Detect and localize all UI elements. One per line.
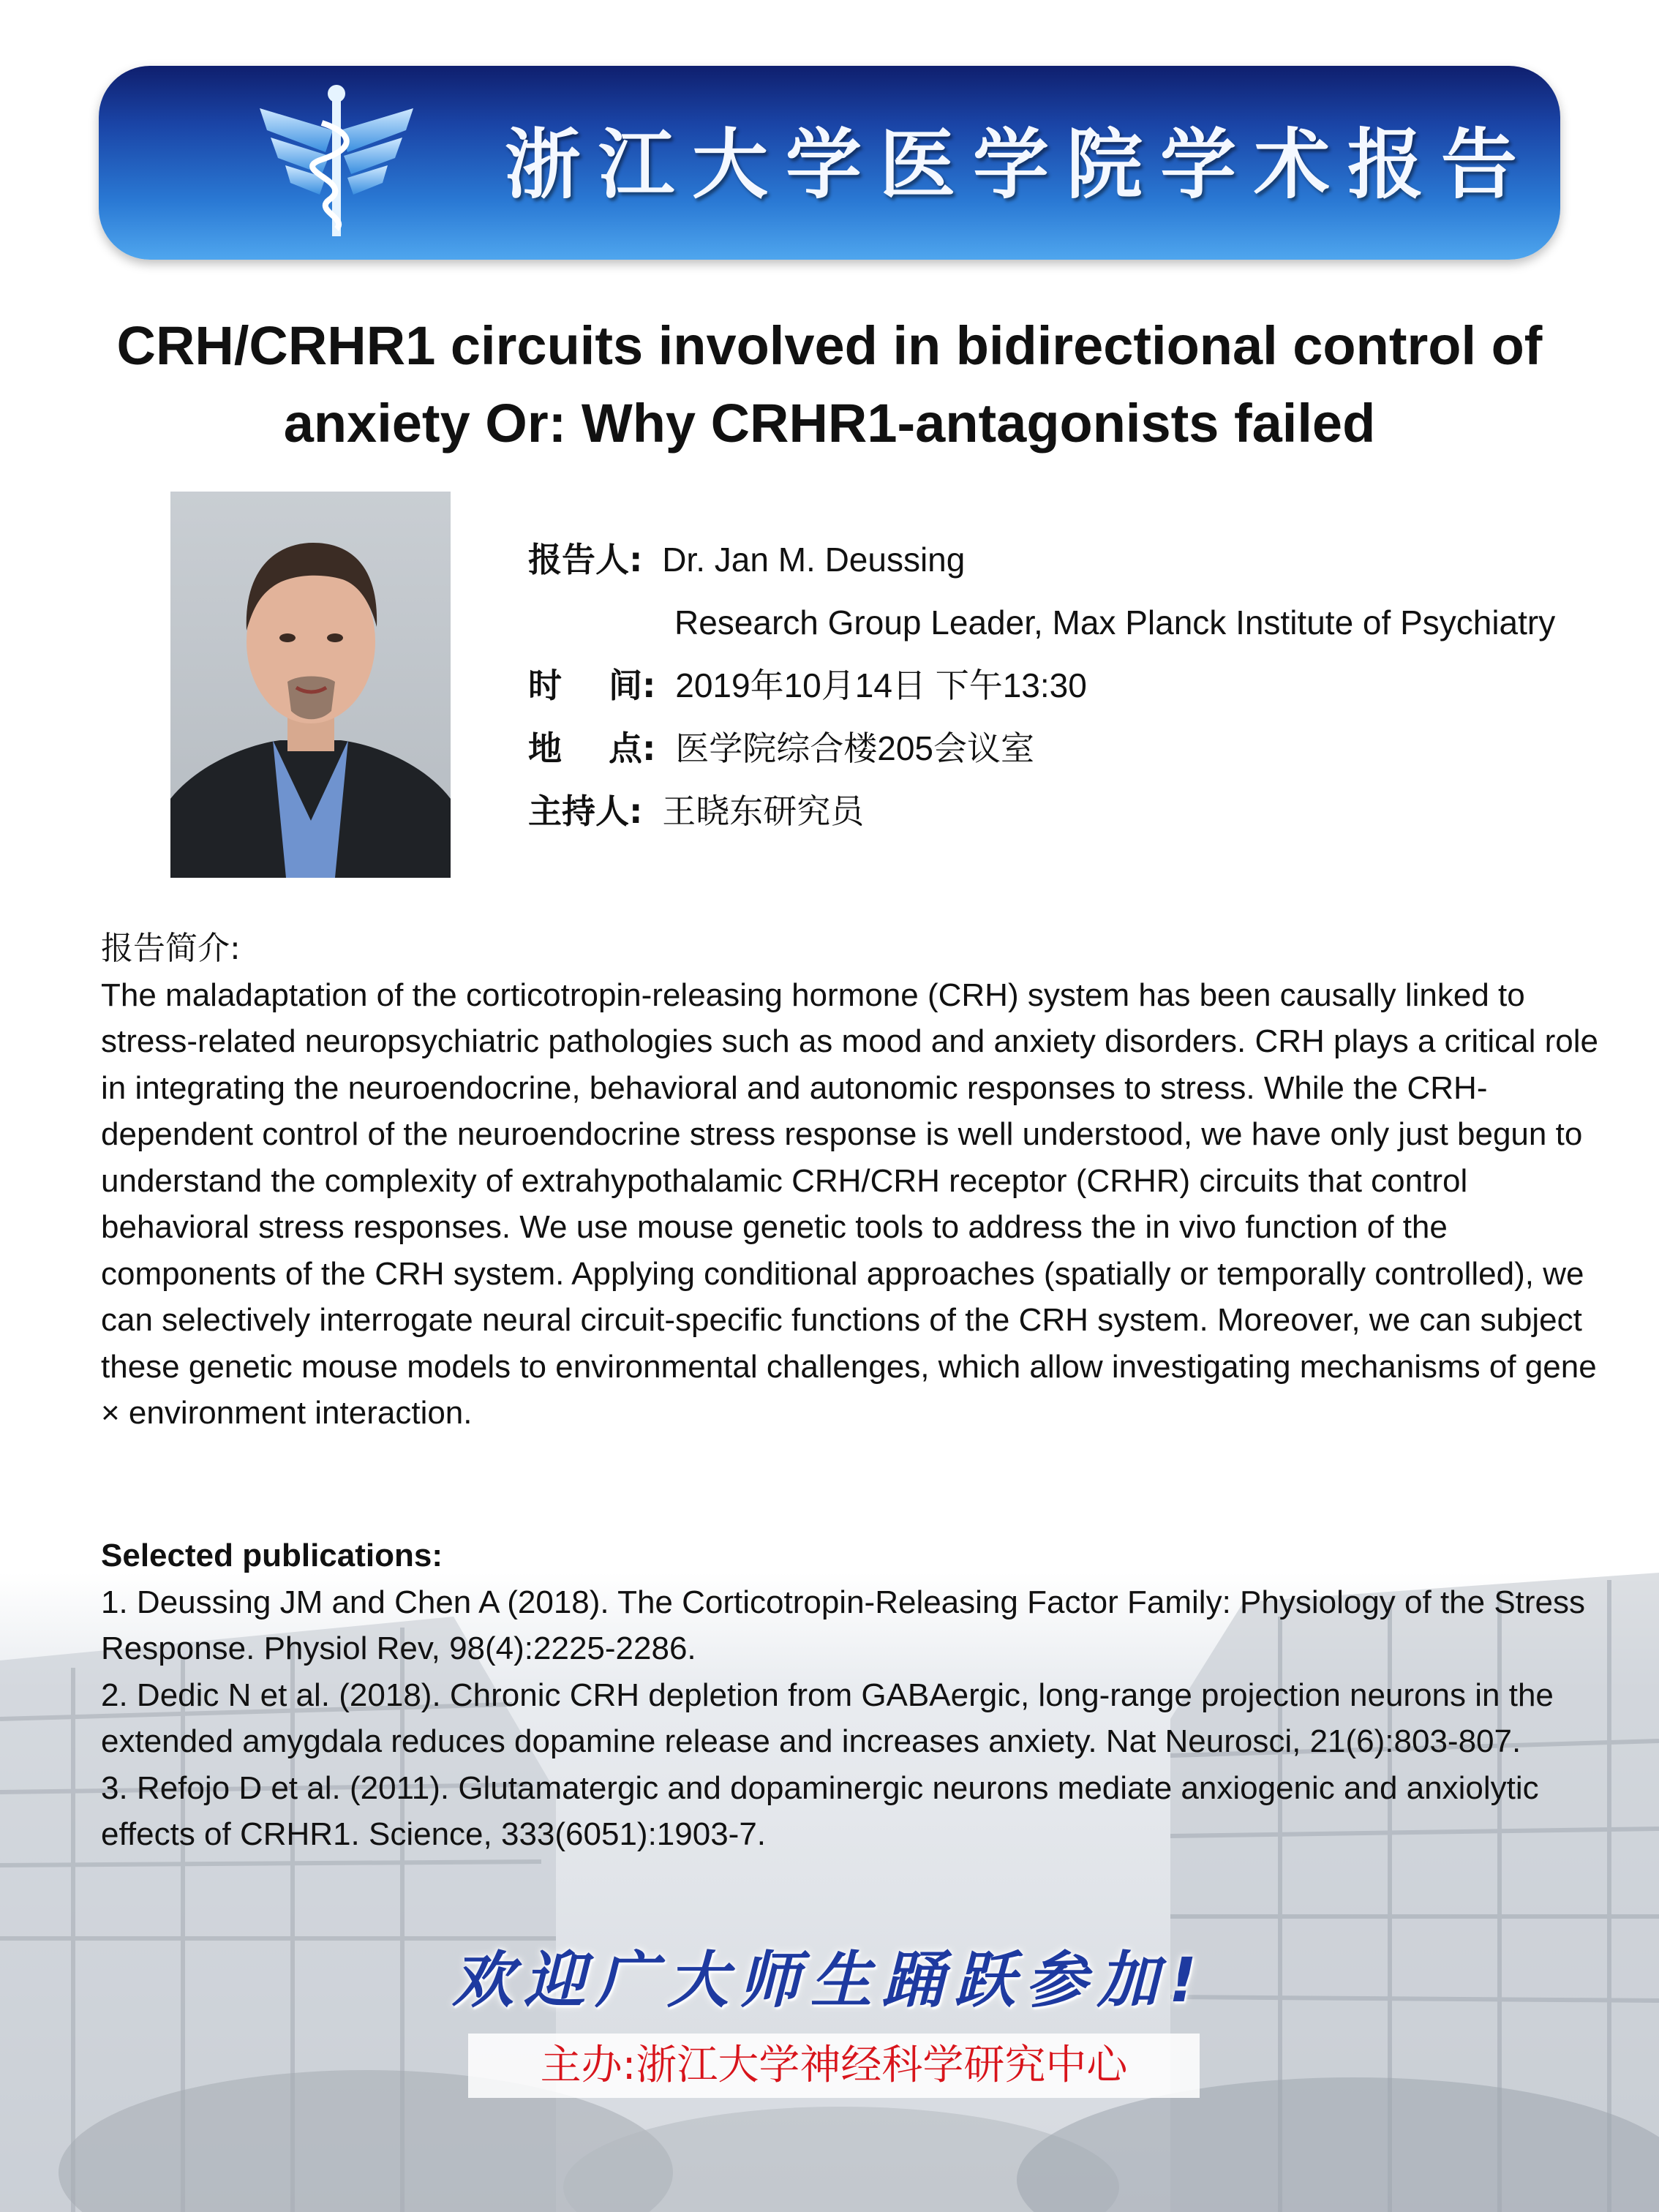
speaker-portrait-illustration bbox=[170, 492, 451, 878]
speaker-affiliation-row bbox=[674, 597, 1555, 648]
host-value: 王晓东研究员 bbox=[662, 792, 865, 830]
speaker-label: 报告人: bbox=[528, 540, 643, 579]
talk-title-line-2: anxiety Or: Why CRHR1-antagonists failed bbox=[283, 393, 1376, 454]
header-banner bbox=[99, 66, 1560, 260]
speaker-portrait bbox=[170, 492, 451, 878]
place-label: 地 点: bbox=[528, 729, 656, 768]
abstract-body: The maladaptation of the corticotropin-releasing hormone (CRH) system has been causally linked to stress-related neuropsychiatric pathologies such as mood and anxiety disorders. CRH plays a critical role in integrating the neuroendocrine, behavioral and autonomic responses to stress. While the CRH-dependent control of the neuroendocrine stress response is well understood, we have only just begun to understand the complexity of extrahypothalamic CRH/CRH receptor (CRHR) circuits that control behavioral stress responses. We use mouse genetic tools to address the in vivo function of the components of the CRH system. Applying conditional approaches (spatially or temporally controlled), we can selectively interrogate neural circuit-specific functions of the CRH system. Moreover, we can subject these genetic mouse models to environmental challenges, which allow investigating mechanisms of gene × environment interaction. bbox=[101, 977, 1598, 1431]
talk-title-line-1: CRH/CRHR1 circuits involved in bidirectional control of bbox=[116, 315, 1543, 376]
speaker-row bbox=[528, 534, 965, 585]
publication-item: 2. Dedic N et al. (2018). Chronic CRH depletion from GABAergic, long-range projection neurons in the extended amygdala reduces dopamine release and increases anxiety. Nat Neurosci, 21(6):803-807. bbox=[101, 1677, 1554, 1759]
publications-heading: Selected publications: bbox=[101, 1538, 443, 1573]
organizer-line: 主办:浙江大学神经科学研究中心 bbox=[468, 2034, 1200, 2098]
speaker-name: Dr. Jan M. Deussing bbox=[662, 541, 966, 579]
talk-title bbox=[29, 307, 1630, 462]
publication-item: 1. Deussing JM and Chen A (2018). The Corticotropin-Releasing Factor Family: Physiology of the Stress Response. Physiol Rev, 98(4):2225-2286. bbox=[101, 1584, 1586, 1666]
time-row bbox=[528, 660, 1087, 711]
abstract-heading: 报告简介: bbox=[101, 930, 241, 967]
time-value: 2019年10月14日 下午13:30 bbox=[675, 666, 1087, 704]
abstract-section bbox=[101, 925, 1600, 1437]
place-value: 医学院综合楼205会议室 bbox=[675, 729, 1034, 767]
caduceus-emblem-icon bbox=[245, 79, 428, 247]
host-label: 主持人: bbox=[528, 791, 643, 831]
time-label: 时 间: bbox=[528, 666, 656, 705]
host-row bbox=[528, 786, 864, 837]
publications-section bbox=[101, 1532, 1630, 1858]
welcome-slogan: 欢迎广大师生踊跃参加! bbox=[451, 1944, 1208, 2016]
publication-item: 3. Refojo D et al. (2011). Glutamatergic and dopaminergic neurons mediate anxiogenic and anxiolytic effects of CRHR1. Science, 333(6051):1903-7. bbox=[101, 1769, 1539, 1852]
place-row bbox=[528, 723, 1034, 774]
banner-title: 浙江大学医学院学术报告 bbox=[505, 120, 1535, 209]
speaker-affiliation: Research Group Leader, Max Planck Institute of Psychiatry bbox=[674, 603, 1556, 642]
